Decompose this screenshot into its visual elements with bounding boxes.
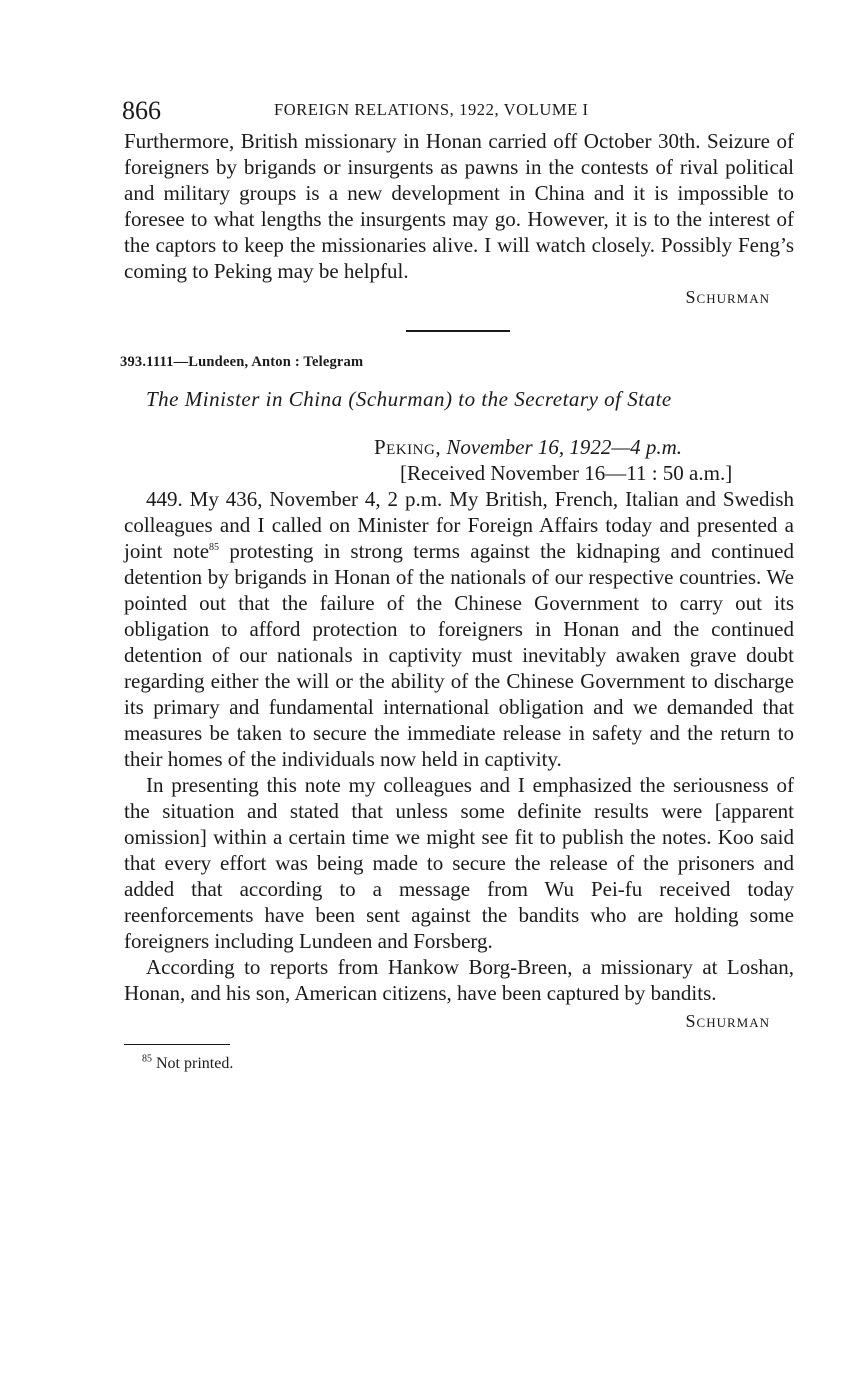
running-head [124,96,794,128]
received-line: [Received November 16—11 : 50 a.m.] [400,461,733,485]
footnote-divider [124,1044,230,1045]
telegram-paragraph-2: In presenting this note my colleagues and I emphasized the seriousness of the situation and stated that unless some definite results were [apparent omission] within a certain time we might see fit to publish the notes. Koo said that every effort was being made to secure the release of the prisoners and added that according to a message from Wu Pei-fu received today reenforcements have been sent against the bandits who are holding some foreigners including Lundeen and Forsberg. [124,773,794,953]
telegram-paragraph-3: According to reports from Hankow Borg-Breen, a missionary at Loshan, Honan, and his son, American citizens, have been captured by bandits. [124,955,794,1005]
document-page [120,96,794,1073]
file-reference: 393.1111—Lundeen, Anton : Telegram [120,354,364,370]
paragraph-1-part-a: 449. My 436, November 4, 2 p.m. My British, French, Italian and Swedish colleagues and I called on Minister for Foreign Affairs today and presented a joint note [124,487,794,563]
footnote-text: Not printed. [156,1055,234,1072]
page-number: 866 [122,96,161,125]
running-title: FOREIGN RELATIONS, 1922, VOLUME I [274,100,589,119]
dateline-place: Peking, [374,435,442,459]
opening-paragraph: Furthermore, British missionary in Honan carried off October 30th. Seizure of foreigners by brigands or insurgents as pawns in the contests of rival political and military groups is a new development in China and it is impossible to foresee to what lengths the insurgents may go. However, it is to the interest of the captors to keep the missionaries alive. I will watch closely. Possibly Feng’s coming to Peking may be helpful. [124,129,794,283]
footnote-reference: 85 [209,542,220,553]
dateline-date: November 16, 1922—4 p.m. [446,435,682,459]
footnote-marker: 85 [142,1053,152,1065]
paragraph-1-part-b: protesting in strong terms against the kidnaping and continued detention by brigands in Honan of the nationals of our respective countries. We pointed out that the failure of the Chinese Government to carry out its obligation to afford protection to foreigners in Honan and the continued detention of our nationals in captivity must inevitably awaken grave doubt regarding either the will or the ability of the Chinese Government to discharge its primary and fundamental international obligation and we demanded that measures be taken to secure the immediate release in safety and the return to their homes of the individuals now held in captivity. [124,539,794,771]
dateline [374,434,794,460]
document-title: The Minister in China (Schurman) to the Secretary of State [146,387,672,411]
signature-schurman-2: Schurman [685,1011,770,1031]
footnote [142,1055,794,1073]
section-divider [406,330,510,332]
signature-schurman-1: Schurman [685,287,770,307]
telegram-paragraph-1 [124,486,794,772]
